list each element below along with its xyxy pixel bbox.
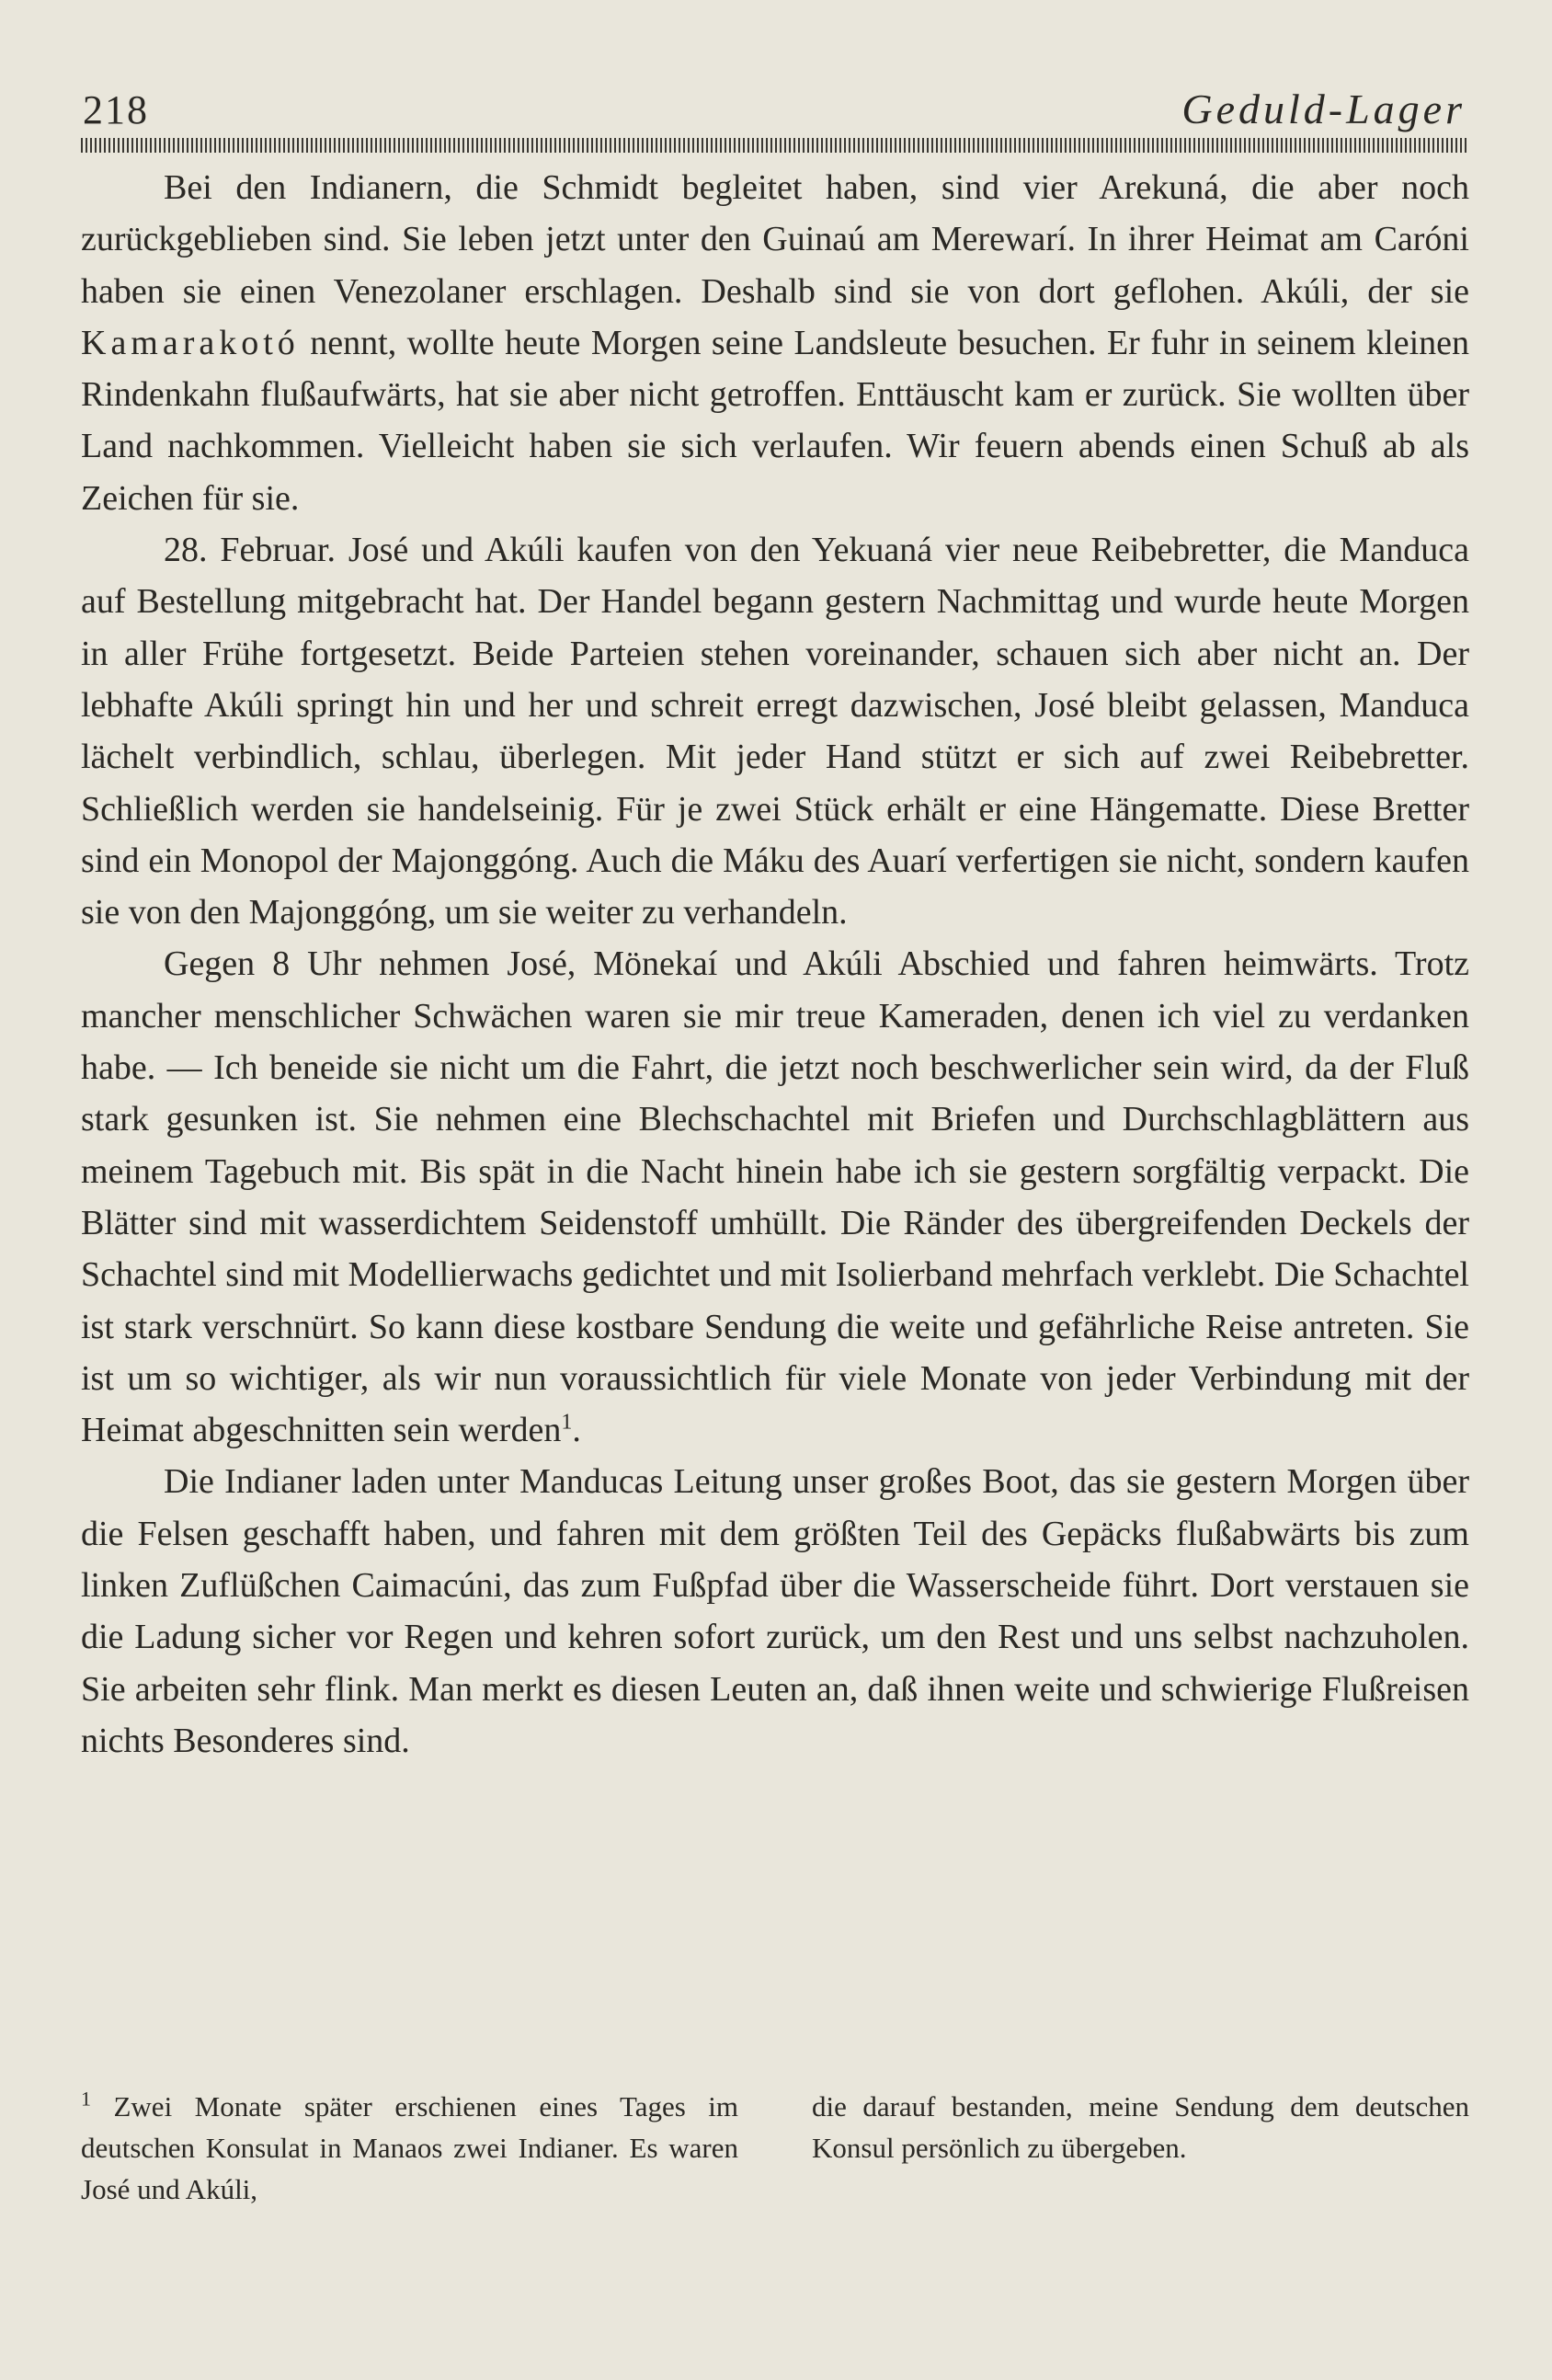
header-rule xyxy=(81,138,1469,153)
paragraph-3 xyxy=(81,938,1469,1456)
paragraph-2: 28. Februar. José und Akúli kaufen von den Yekuaná vier neue Reibebretter, die Manduca auf Bestellung mitgebracht hat. Der Handel begann gestern Nachmittag und wurde heute Morgen in aller Frühe fortgesetzt. Beide Parteien stehen voreinander, schauen sich aber nicht an. Der lebhafte Akúli springt hin und her und schreit erregt dazwischen, José bleibt gelassen, Manduca lächelt verbindlich, schlau, überlegen. Mit jeder Hand stützt er sich auf zwei Reibebretter. Schließlich werden sie handelseinig. Für je zwei Stück erhält er eine Hängematte. Diese Bretter sind ein Monopol der Majonggóng. Auch die Máku des Auarí verfertigen sie nicht, sondern kaufen sie von den Majonggóng, um sie weiter zu verhandeln. xyxy=(81,531,1469,933)
spaced-name: Kamarakotó xyxy=(81,323,300,362)
paragraph-3-text: Gegen 8 Uhr nehmen José, Mönekaí und Akúli Abschied und fahren heimwärts. Trotz mancher menschlicher Schwächen waren sie mir treue Kameraden, denen ich viel zu verdanken habe. — Ich beneide sie nicht um die Fahrt, die jetzt noch beschwerlicher sein wird, da der Fluß stark gesunken ist. Sie nehmen eine Blechschachtel mit Briefen und Durchschlagblättern aus meinem Tagebuch mit. Bis spät in die Nacht hinein habe ich sie gestern sorgfältig verpackt. Die Blätter sind mit wasserdichtem Seidenstoff umhüllt. Die Ränder des übergreifenden Deckels der Schachtel sind mit Modellierwachs gedichtet und mit Isolierband mehrfach verklebt. Die Schachtel ist stark verschnürt. So kann diese kostbare Sendung die weite und gefährliche Reise antreten. Sie ist um so wichtiger, als wir nun voraussichtlich für viele Monate von jeder Verbindung mit der Heimat abgeschnitten sein werden xyxy=(81,944,1469,1450)
paragraph-1 xyxy=(81,162,1469,524)
running-title: Geduld-Lager xyxy=(1181,86,1466,132)
footnote-marker: 1 xyxy=(81,2087,91,2111)
page-header xyxy=(81,81,1469,136)
footnote-column-left xyxy=(81,2086,738,2210)
paragraph-1-text: Bei den Indianern, die Schmidt begleitet haben, sind vier Arekuná, die aber noch zurückgeblieben sind. Sie leben jetzt unter den Guinaú am Merewarí. In ihrer Heimat am Caróni haben sie einen Venezolaner erschlagen. Deshalb sind sie von dort geflohen. Akúli, der sie xyxy=(81,168,1469,311)
paragraph-1-rest: nennt, wollte heute Morgen seine Landsleute besuchen. Er fuhr in seinem kleinen Rindenkahn flußaufwärts, hat sie aber nicht getroffen. Enttäuscht kam er zurück. Sie wollten über Land nachkommen. Vielleicht haben sie sich verlaufen. Wir feuern abends einen Schuß ab als Zeichen für sie. xyxy=(81,323,1469,518)
footnote-column-right xyxy=(812,2086,1469,2210)
footnote-reference: 1 xyxy=(561,1410,573,1435)
main-text xyxy=(81,162,1469,1767)
paragraph-3-end: . xyxy=(572,1411,581,1450)
paragraph-4: Die Indianer laden unter Manducas Leitung unser großes Boot, das sie gestern Morgen über die Felsen geschafft haben, und fahren mit dem größten Teil des Gepäcks flußabwärts bis zum linken Zuflüßchen Caimacúni, das zum Fußpfad über die Wasserscheide führt. Dort verstauen sie die Ladung sicher vor Regen und kehren sofort zurück, um den Rest und uns selbst nachzuholen. Sie arbeiten sehr flink. Man merkt es diesen Leuten an, daß ihnen weite und schwierige Flußreisen nichts Besonderes sind. xyxy=(81,1462,1469,1760)
footnote-text-right: die darauf bestanden, meine Sendung dem deutschen Konsul persönlich zu übergeben. xyxy=(812,2090,1469,2164)
page-number: 218 xyxy=(83,87,149,132)
footnote xyxy=(81,2086,1469,2210)
footnote-text-left: Zwei Monate später erschienen eines Tages im deutschen Konsulat in Manaos zwei Indianer. Es waren José und Akúli, xyxy=(81,2090,738,2205)
